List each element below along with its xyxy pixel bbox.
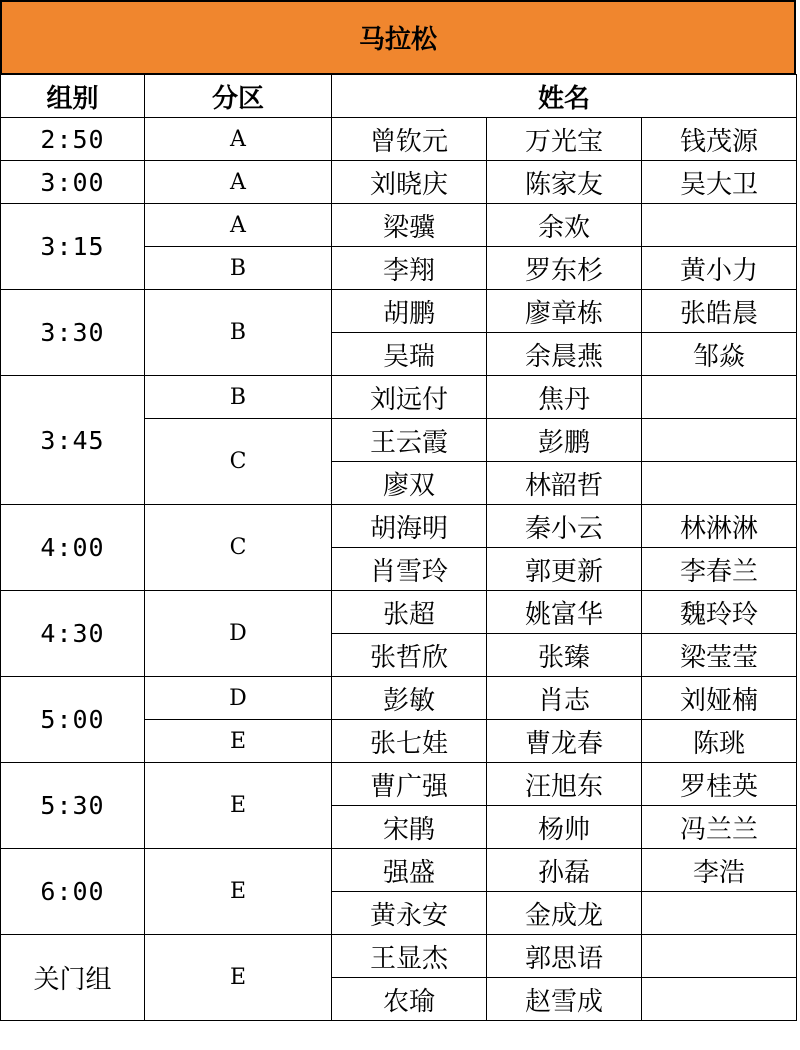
name-cell: 曹龙春 bbox=[487, 720, 642, 763]
name-cell: 孙磊 bbox=[487, 849, 642, 892]
name-cell: 肖雪玲 bbox=[332, 548, 487, 591]
name-cell: 余欢 bbox=[487, 204, 642, 247]
table-row bbox=[1, 161, 797, 204]
name-cell: 李翔 bbox=[332, 247, 487, 290]
name-cell: 陈珧 bbox=[642, 720, 797, 763]
group-cell: 关门组 bbox=[1, 935, 145, 1021]
name-cell: 彭鹏 bbox=[487, 419, 642, 462]
group-cell: 3:15 bbox=[1, 204, 145, 290]
name-cell: 廖双 bbox=[332, 462, 487, 505]
table-row bbox=[1, 118, 797, 161]
name-cell: 黄永安 bbox=[332, 892, 487, 935]
name-cell: 吴瑞 bbox=[332, 333, 487, 376]
name-cell: 梁骥 bbox=[332, 204, 487, 247]
name-cell: 张臻 bbox=[487, 634, 642, 677]
name-cell: 张超 bbox=[332, 591, 487, 634]
name-cell: 冯兰兰 bbox=[642, 806, 797, 849]
zone-cell: D bbox=[145, 677, 332, 720]
name-cell bbox=[642, 935, 797, 978]
name-cell: 钱茂源 bbox=[642, 118, 797, 161]
group-cell: 4:30 bbox=[1, 591, 145, 677]
name-cell: 罗东杉 bbox=[487, 247, 642, 290]
name-cell: 赵雪成 bbox=[487, 978, 642, 1021]
name-cell: 张哲欣 bbox=[332, 634, 487, 677]
zone-cell: B bbox=[145, 290, 332, 376]
name-cell: 廖章栋 bbox=[487, 290, 642, 333]
zone-cell: A bbox=[145, 118, 332, 161]
name-cell: 姚富华 bbox=[487, 591, 642, 634]
name-cell: 农瑜 bbox=[332, 978, 487, 1021]
name-cell bbox=[642, 978, 797, 1021]
zone-cell: C bbox=[145, 419, 332, 505]
name-cell: 汪旭东 bbox=[487, 763, 642, 806]
name-cell: 胡鹏 bbox=[332, 290, 487, 333]
table-row bbox=[1, 376, 797, 419]
group-cell: 5:30 bbox=[1, 763, 145, 849]
name-cell: 王显杰 bbox=[332, 935, 487, 978]
name-cell: 曹广强 bbox=[332, 763, 487, 806]
name-cell: 刘远付 bbox=[332, 376, 487, 419]
table-row bbox=[1, 505, 797, 548]
name-cell: 肖志 bbox=[487, 677, 642, 720]
zone-cell: B bbox=[145, 247, 332, 290]
zone-cell: B bbox=[145, 376, 332, 419]
zone-cell: E bbox=[145, 935, 332, 1021]
zone-cell: A bbox=[145, 161, 332, 204]
name-cell bbox=[642, 892, 797, 935]
group-cell: 3:45 bbox=[1, 376, 145, 505]
name-cell bbox=[642, 419, 797, 462]
name-cell: 秦小云 bbox=[487, 505, 642, 548]
header-name: 姓名 bbox=[332, 75, 797, 118]
name-cell: 焦丹 bbox=[487, 376, 642, 419]
name-cell: 陈家友 bbox=[487, 161, 642, 204]
name-cell: 万光宝 bbox=[487, 118, 642, 161]
name-cell: 张七娃 bbox=[332, 720, 487, 763]
name-cell: 吴大卫 bbox=[642, 161, 797, 204]
name-cell: 黄小力 bbox=[642, 247, 797, 290]
zone-cell: A bbox=[145, 204, 332, 247]
group-cell: 4:00 bbox=[1, 505, 145, 591]
name-cell: 曾钦元 bbox=[332, 118, 487, 161]
name-cell: 林淋淋 bbox=[642, 505, 797, 548]
table-row bbox=[1, 677, 797, 720]
table-row bbox=[1, 763, 797, 806]
name-cell bbox=[642, 376, 797, 419]
group-cell: 2:50 bbox=[1, 118, 145, 161]
table-row bbox=[1, 204, 797, 247]
name-cell bbox=[642, 462, 797, 505]
name-cell: 罗桂英 bbox=[642, 763, 797, 806]
group-cell: 6:00 bbox=[1, 849, 145, 935]
group-cell: 5:00 bbox=[1, 677, 145, 763]
zone-cell: E bbox=[145, 720, 332, 763]
sheet-title: 马拉松 bbox=[0, 0, 796, 75]
name-cell: 郭更新 bbox=[487, 548, 642, 591]
name-cell: 胡海明 bbox=[332, 505, 487, 548]
name-cell: 刘娅楠 bbox=[642, 677, 797, 720]
name-cell: 梁莹莹 bbox=[642, 634, 797, 677]
zone-cell: D bbox=[145, 591, 332, 677]
name-cell: 彭敏 bbox=[332, 677, 487, 720]
name-cell: 林韶哲 bbox=[487, 462, 642, 505]
name-cell: 张皓晨 bbox=[642, 290, 797, 333]
zone-cell: C bbox=[145, 505, 332, 591]
table-row bbox=[1, 290, 797, 333]
name-cell: 杨帅 bbox=[487, 806, 642, 849]
header-group: 组别 bbox=[1, 75, 145, 118]
name-cell: 金成龙 bbox=[487, 892, 642, 935]
name-cell: 李春兰 bbox=[642, 548, 797, 591]
runner-table bbox=[0, 74, 797, 1021]
table-row bbox=[1, 849, 797, 892]
name-cell bbox=[642, 204, 797, 247]
table-row bbox=[1, 591, 797, 634]
name-cell: 魏玲玲 bbox=[642, 591, 797, 634]
name-cell: 宋鹃 bbox=[332, 806, 487, 849]
name-cell: 李浩 bbox=[642, 849, 797, 892]
group-cell: 3:30 bbox=[1, 290, 145, 376]
name-cell: 郭思语 bbox=[487, 935, 642, 978]
name-cell: 邹焱 bbox=[642, 333, 797, 376]
name-cell: 刘晓庆 bbox=[332, 161, 487, 204]
zone-cell: E bbox=[145, 763, 332, 849]
name-cell: 余晨燕 bbox=[487, 333, 642, 376]
group-cell: 3:00 bbox=[1, 161, 145, 204]
header-zone: 分区 bbox=[145, 75, 332, 118]
table-row bbox=[1, 935, 797, 978]
header-row bbox=[1, 75, 797, 118]
name-cell: 强盛 bbox=[332, 849, 487, 892]
zone-cell: E bbox=[145, 849, 332, 935]
name-cell: 王云霞 bbox=[332, 419, 487, 462]
